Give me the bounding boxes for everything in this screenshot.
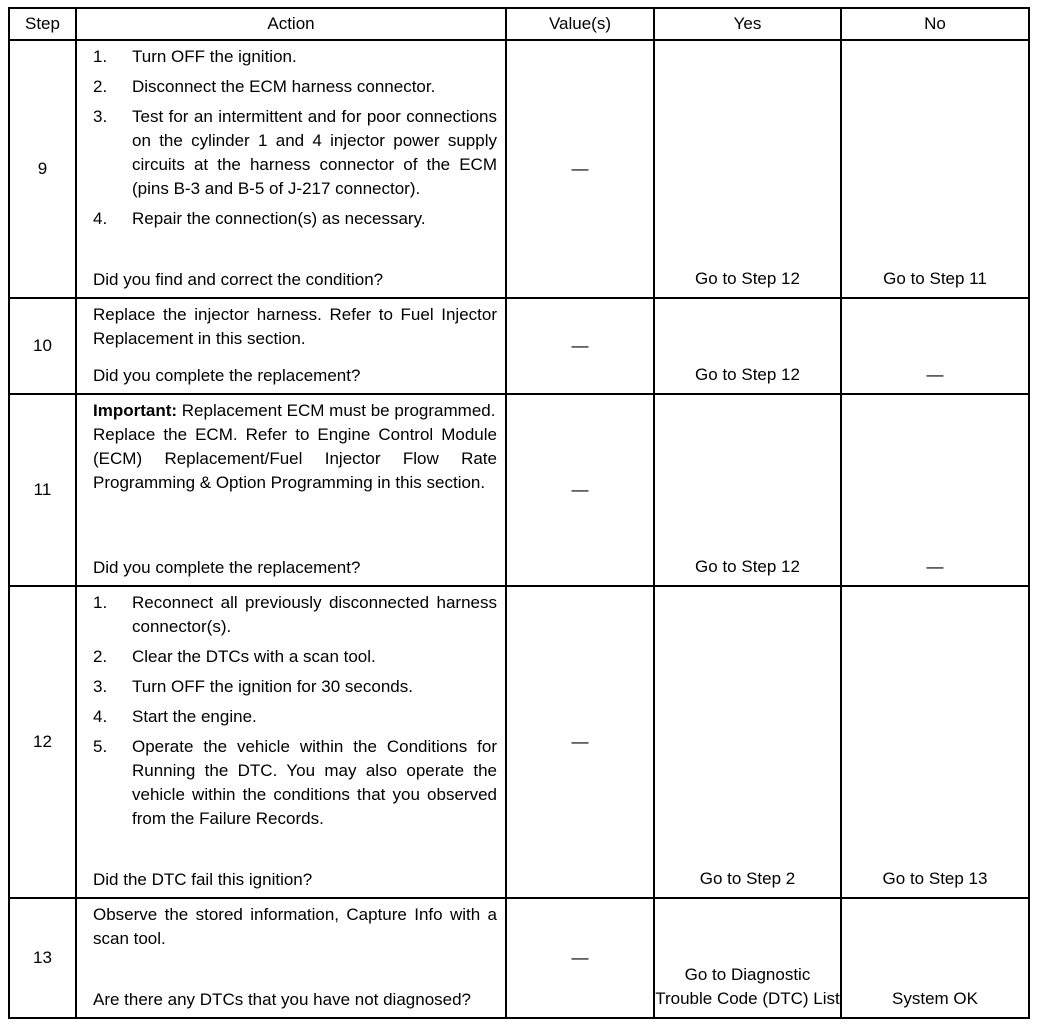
action-question: Did you complete the replacement? — [93, 558, 361, 577]
yes-cell: Go to Step 12 — [654, 298, 841, 394]
yes-cell: Go to Step 2 — [654, 586, 841, 898]
no-cell: — — [841, 298, 1029, 394]
action-text: Replace the injector harness. Refer to Fuel Injector Replacement in this section. — [93, 305, 497, 348]
header-values: Value(s) — [506, 8, 654, 40]
list-item: 4. Repair the connection(s) as necessary. — [93, 209, 426, 228]
step-number: 12 — [9, 586, 76, 898]
action-question: Did you find and correct the condition? — [93, 270, 384, 289]
no-cell: — — [841, 394, 1029, 586]
action-question: Are there any DTCs that you have not diagnosed? — [93, 990, 472, 1009]
important-text: Replacement ECM must be programmed. — [177, 401, 496, 420]
action-list — [93, 591, 497, 837]
diagnostic-table — [8, 7, 1030, 1019]
header-step: Step — [9, 8, 76, 40]
list-item: 3. Turn OFF the ignition for 30 seconds. — [93, 677, 413, 696]
header-action: Action — [76, 8, 506, 40]
yes-cell: Go to Step 12 — [654, 394, 841, 586]
no-cell: Go to Step 13 — [841, 586, 1029, 898]
action-question: Did you complete the replacement? — [93, 366, 361, 385]
action-cell — [76, 40, 506, 298]
action-text: Replace the ECM. Refer to Engine Control Module (ECM) Replacement/Fuel Injector Flow Rate Programming & Option Programming in this section. — [93, 425, 497, 492]
header-yes: Yes — [654, 8, 841, 40]
important-note — [93, 399, 497, 423]
header-row — [9, 8, 1029, 40]
value-cell: — — [506, 898, 654, 1018]
step-number: 11 — [9, 394, 76, 586]
list-item: 2. Disconnect the ECM harness connector. — [93, 77, 436, 96]
table-row — [9, 298, 1029, 394]
action-question: Did the DTC fail this ignition? — [93, 870, 313, 889]
value-cell: — — [506, 586, 654, 898]
list-item: 1. Turn OFF the ignition. — [93, 47, 297, 66]
step-number: 13 — [9, 898, 76, 1018]
value-cell: — — [506, 40, 654, 298]
list-item: 1. Reconnect all previously disconnected harness connector(s). — [93, 593, 497, 636]
action-cell — [76, 586, 506, 898]
table-row — [9, 586, 1029, 898]
list-item: 2. Clear the DTCs with a scan tool. — [93, 647, 376, 666]
list-item: 5. Operate the vehicle within the Conditions for Running the DTC. You may also operate the vehicle within the conditions that you observed from the Failure Records. — [93, 737, 497, 828]
value-cell: — — [506, 394, 654, 586]
table-row — [9, 898, 1029, 1018]
yes-cell: Go to Step 12 — [654, 40, 841, 298]
step-number: 10 — [9, 298, 76, 394]
step-number: 9 — [9, 40, 76, 298]
important-label: Important: — [93, 401, 178, 420]
table-row — [9, 40, 1029, 298]
value-cell: — — [506, 298, 654, 394]
no-cell: Go to Step 11 — [841, 40, 1029, 298]
list-item: 4. Start the engine. — [93, 707, 257, 726]
action-cell — [76, 394, 506, 586]
action-cell — [76, 298, 506, 394]
no-cell: System OK — [841, 898, 1029, 1018]
yes-cell: Go to Diagnostic Trouble Code (DTC) List — [654, 898, 841, 1018]
list-item: 3. Test for an intermittent and for poor connections on the cylinder 1 and 4 injector power supply circuits at the harness connector of the ECM (pins B-3 and B-5 of J-217 connector). — [93, 107, 497, 198]
table-row — [9, 394, 1029, 586]
action-list — [93, 45, 497, 237]
action-text: Observe the stored information, Capture Info with a scan tool. — [93, 905, 497, 948]
header-no: No — [841, 8, 1029, 40]
action-cell — [76, 898, 506, 1018]
